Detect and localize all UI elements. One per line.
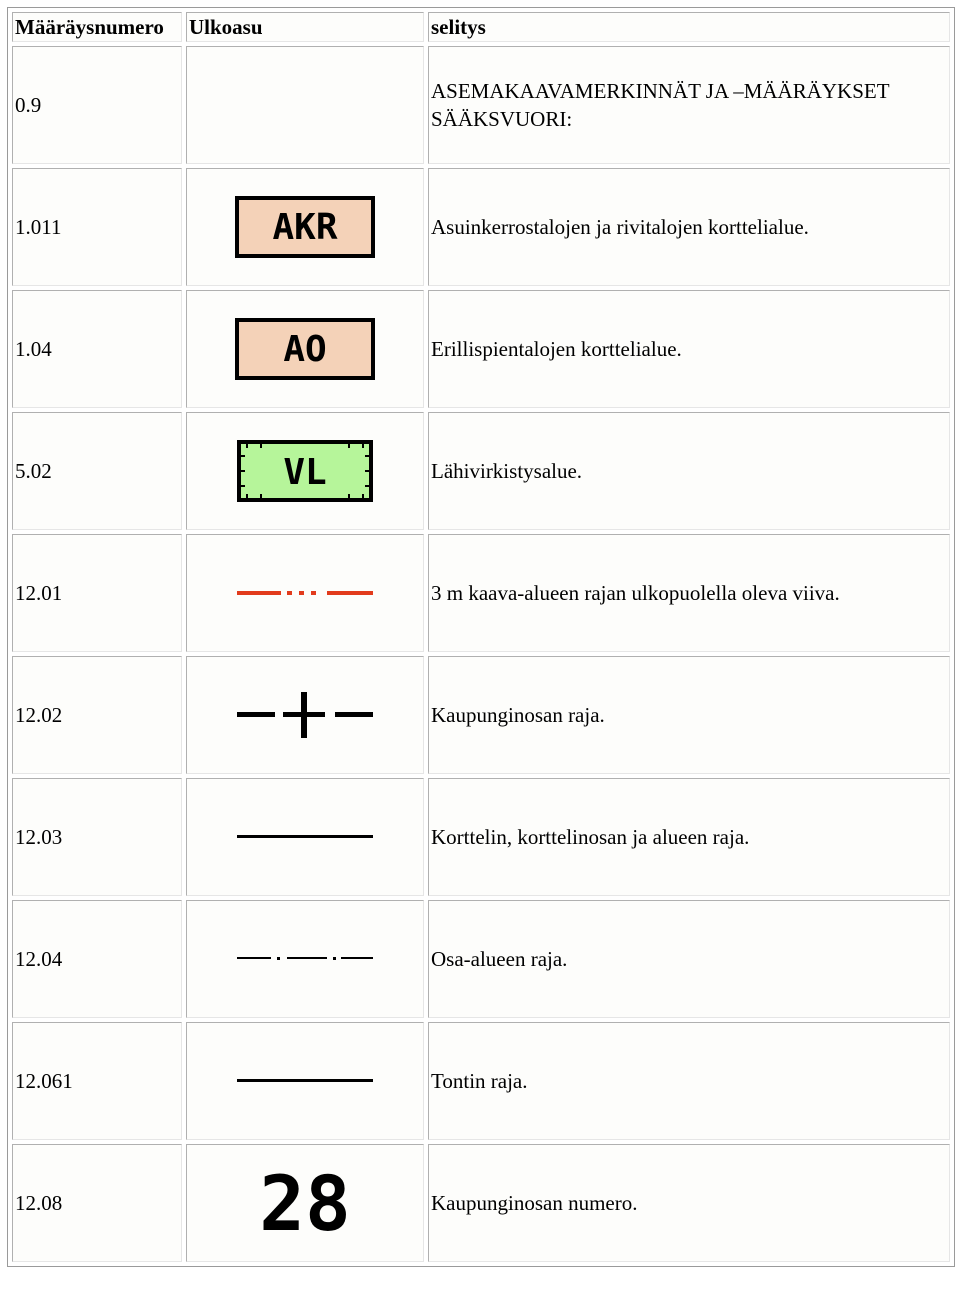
solid-line-icon <box>237 1075 373 1087</box>
header-row <box>12 12 950 42</box>
header-number: Määräysnumero <box>12 12 182 42</box>
symbol-empty-cell <box>186 46 424 164</box>
row-code: 1.011 <box>12 168 182 286</box>
row-code: 1.04 <box>12 290 182 408</box>
dash-dot-line-icon <box>237 953 373 965</box>
legend-table <box>7 7 955 1267</box>
solid-line-icon <box>237 831 373 843</box>
akr-label-text: AKR <box>272 207 338 248</box>
row-description: Osa-alueen raja. <box>428 900 950 1018</box>
row-code: 12.02 <box>12 656 182 774</box>
symbol-cell <box>186 1144 424 1262</box>
table-row <box>12 1022 950 1140</box>
row-code: 12.04 <box>12 900 182 1018</box>
table-row <box>12 46 950 164</box>
table-row <box>12 290 950 408</box>
row-code: 5.02 <box>12 412 182 530</box>
symbol-cell <box>186 412 424 530</box>
district-number-text: 28 <box>259 1168 351 1238</box>
vl-label-box-icon <box>235 438 375 504</box>
ao-label-box-icon <box>235 318 375 380</box>
symbol-cell <box>186 290 424 408</box>
header-description: selitys <box>428 12 950 42</box>
red-dash-dot-line-icon <box>237 585 373 601</box>
row-code: 12.061 <box>12 1022 182 1140</box>
symbol-cell <box>186 900 424 1018</box>
row-description: ASEMAKAAVAMERKINNÄT JA –MÄÄRÄYKSET SÄÄKSVUORI: <box>428 46 950 164</box>
row-description: Tontin raja. <box>428 1022 950 1140</box>
row-code: 0.9 <box>12 46 182 164</box>
row-code: 12.01 <box>12 534 182 652</box>
table-row <box>12 412 950 530</box>
symbol-cell <box>186 778 424 896</box>
ao-label-text: AO <box>283 329 327 370</box>
row-description: Erillispientalojen korttelialue. <box>428 290 950 408</box>
symbol-cell <box>186 168 424 286</box>
table-row <box>12 1144 950 1262</box>
symbol-cell <box>186 1022 424 1140</box>
header-appearance: Ulkoasu <box>186 12 424 42</box>
table-row <box>12 534 950 652</box>
table-row <box>12 656 950 774</box>
boundary-cross-line-icon <box>237 691 373 739</box>
district-number-icon <box>255 1168 355 1238</box>
row-description: Asuinkerrostalojen ja rivitalojen korttelialue. <box>428 168 950 286</box>
row-description: Kaupunginosan numero. <box>428 1144 950 1262</box>
row-code: 12.03 <box>12 778 182 896</box>
symbol-cell <box>186 534 424 652</box>
row-description: Korttelin, korttelinosan ja alueen raja. <box>428 778 950 896</box>
table-row <box>12 900 950 1018</box>
row-code: 12.08 <box>12 1144 182 1262</box>
row-description: 3 m kaava-alueen rajan ulkopuolella oleva viiva. <box>428 534 950 652</box>
vl-label-text: VL <box>283 452 327 493</box>
table-row <box>12 168 950 286</box>
symbol-cell <box>186 656 424 774</box>
akr-label-box-icon <box>235 196 375 258</box>
row-description: Kaupunginosan raja. <box>428 656 950 774</box>
row-description: Lähivirkistysalue. <box>428 412 950 530</box>
table-row <box>12 778 950 896</box>
legend-grid <box>8 8 954 1266</box>
